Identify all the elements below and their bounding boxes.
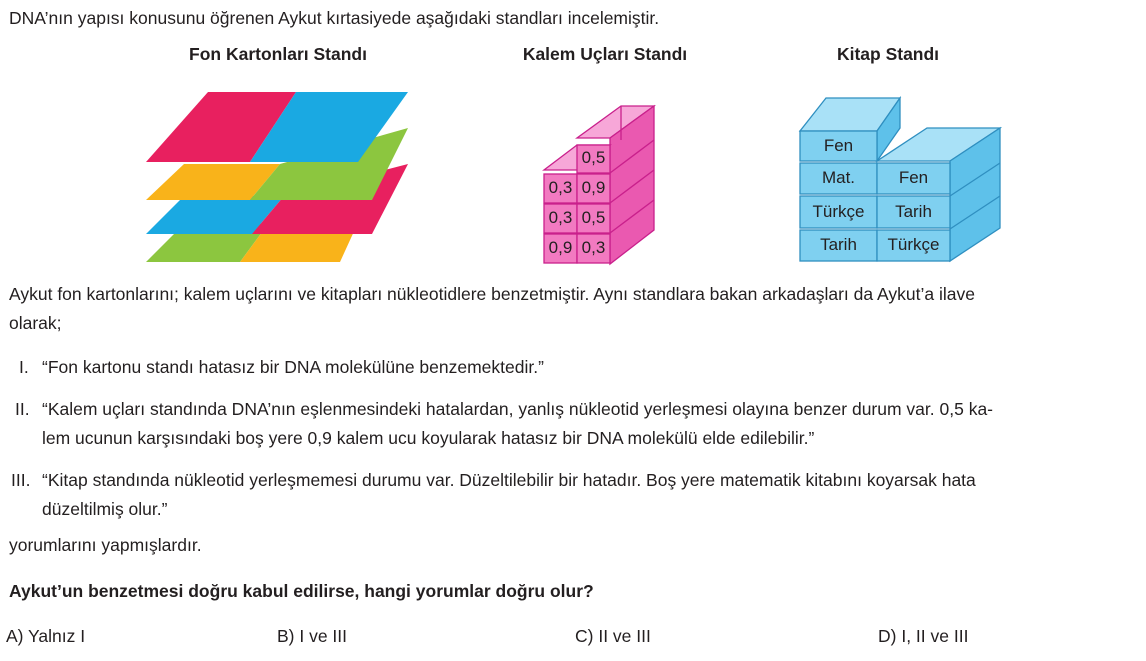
kalem-label-6: 0,9 [548,238,573,257]
kalem-label-2: 0,3 [548,178,573,197]
book-label-6: Tarih [820,235,857,254]
option-c[interactable]: C) II ve III [575,626,651,646]
option-a[interactable]: A) Yalnız I [6,626,86,646]
kalem-stand-title: Kalem Uçları Standı [522,44,688,64]
option-d[interactable]: D) I, II ve III [878,626,969,646]
kalem-label-4: 0,3 [548,208,573,227]
kalem-label-3: 0,9 [581,178,606,197]
para-line-2: olarak; [9,313,62,333]
kalem-label-1: 0,5 [581,148,606,167]
fon-stand-title: Fon Kartonları Standı [189,44,367,64]
item-1-line-1: “Fon kartonu standı hatasız bir DNA molekülüne benzemektedir.” [42,357,544,377]
item-2-number: II. [15,399,30,419]
book-label-1: Fen [823,136,854,155]
book-label-5: Tarih [895,202,932,221]
book-label-7: Türkçe [887,235,940,254]
intro-text: DNA’nın yapısı konusunu öğrenen Aykut kırtasiyede aşağıdaki standları incelemiştir. [9,8,660,28]
question-text: Aykut’un benzetmesi doğru kabul edilirse, hangi yorumlar doğru olur? [9,581,594,601]
kalem-label-5: 0,5 [581,208,606,227]
item-2-line-2: lem ucunun karşısındaki boş yere 0,9 kalem ucu koyularak hatasız bir DNA molekülü elde edilebilir.” [42,428,815,448]
book-label-3: Fen [898,168,929,187]
book-label-4: Türkçe [812,202,865,221]
item-1-number: I. [19,357,29,377]
kalem-label-7: 0,3 [581,238,606,257]
item-3-number: III. [11,470,31,490]
book-label-2: Mat. [821,168,856,187]
closing-text: yorumlarını yapmışlardır. [9,535,202,555]
item-2-line-1: “Kalem uçları standında DNA’nın eşlenmesindeki hatalardan, yanlış nükleotid yerleşmesi olayına benzer durum var. 0,5 ka- [42,399,993,419]
option-b[interactable]: B) I ve III [277,626,348,646]
item-3-line-2: düzeltilmiş olur.” [42,499,168,519]
para-line-1: Aykut fon kartonlarını; kalem uçlarını ve kitapları nükleotidlere benzetmiştir. Aynı standlara bakan arkadaşları da Aykut’a ilave [9,284,975,304]
kitap-stand-title: Kitap Standı [836,44,940,64]
item-3-line-1: “Kitap standında nükleotid yerleşmemesi durumu var. Düzeltilebilir bir hatadır. Boş yere matematik kitabını koyarsak hata [42,470,976,490]
